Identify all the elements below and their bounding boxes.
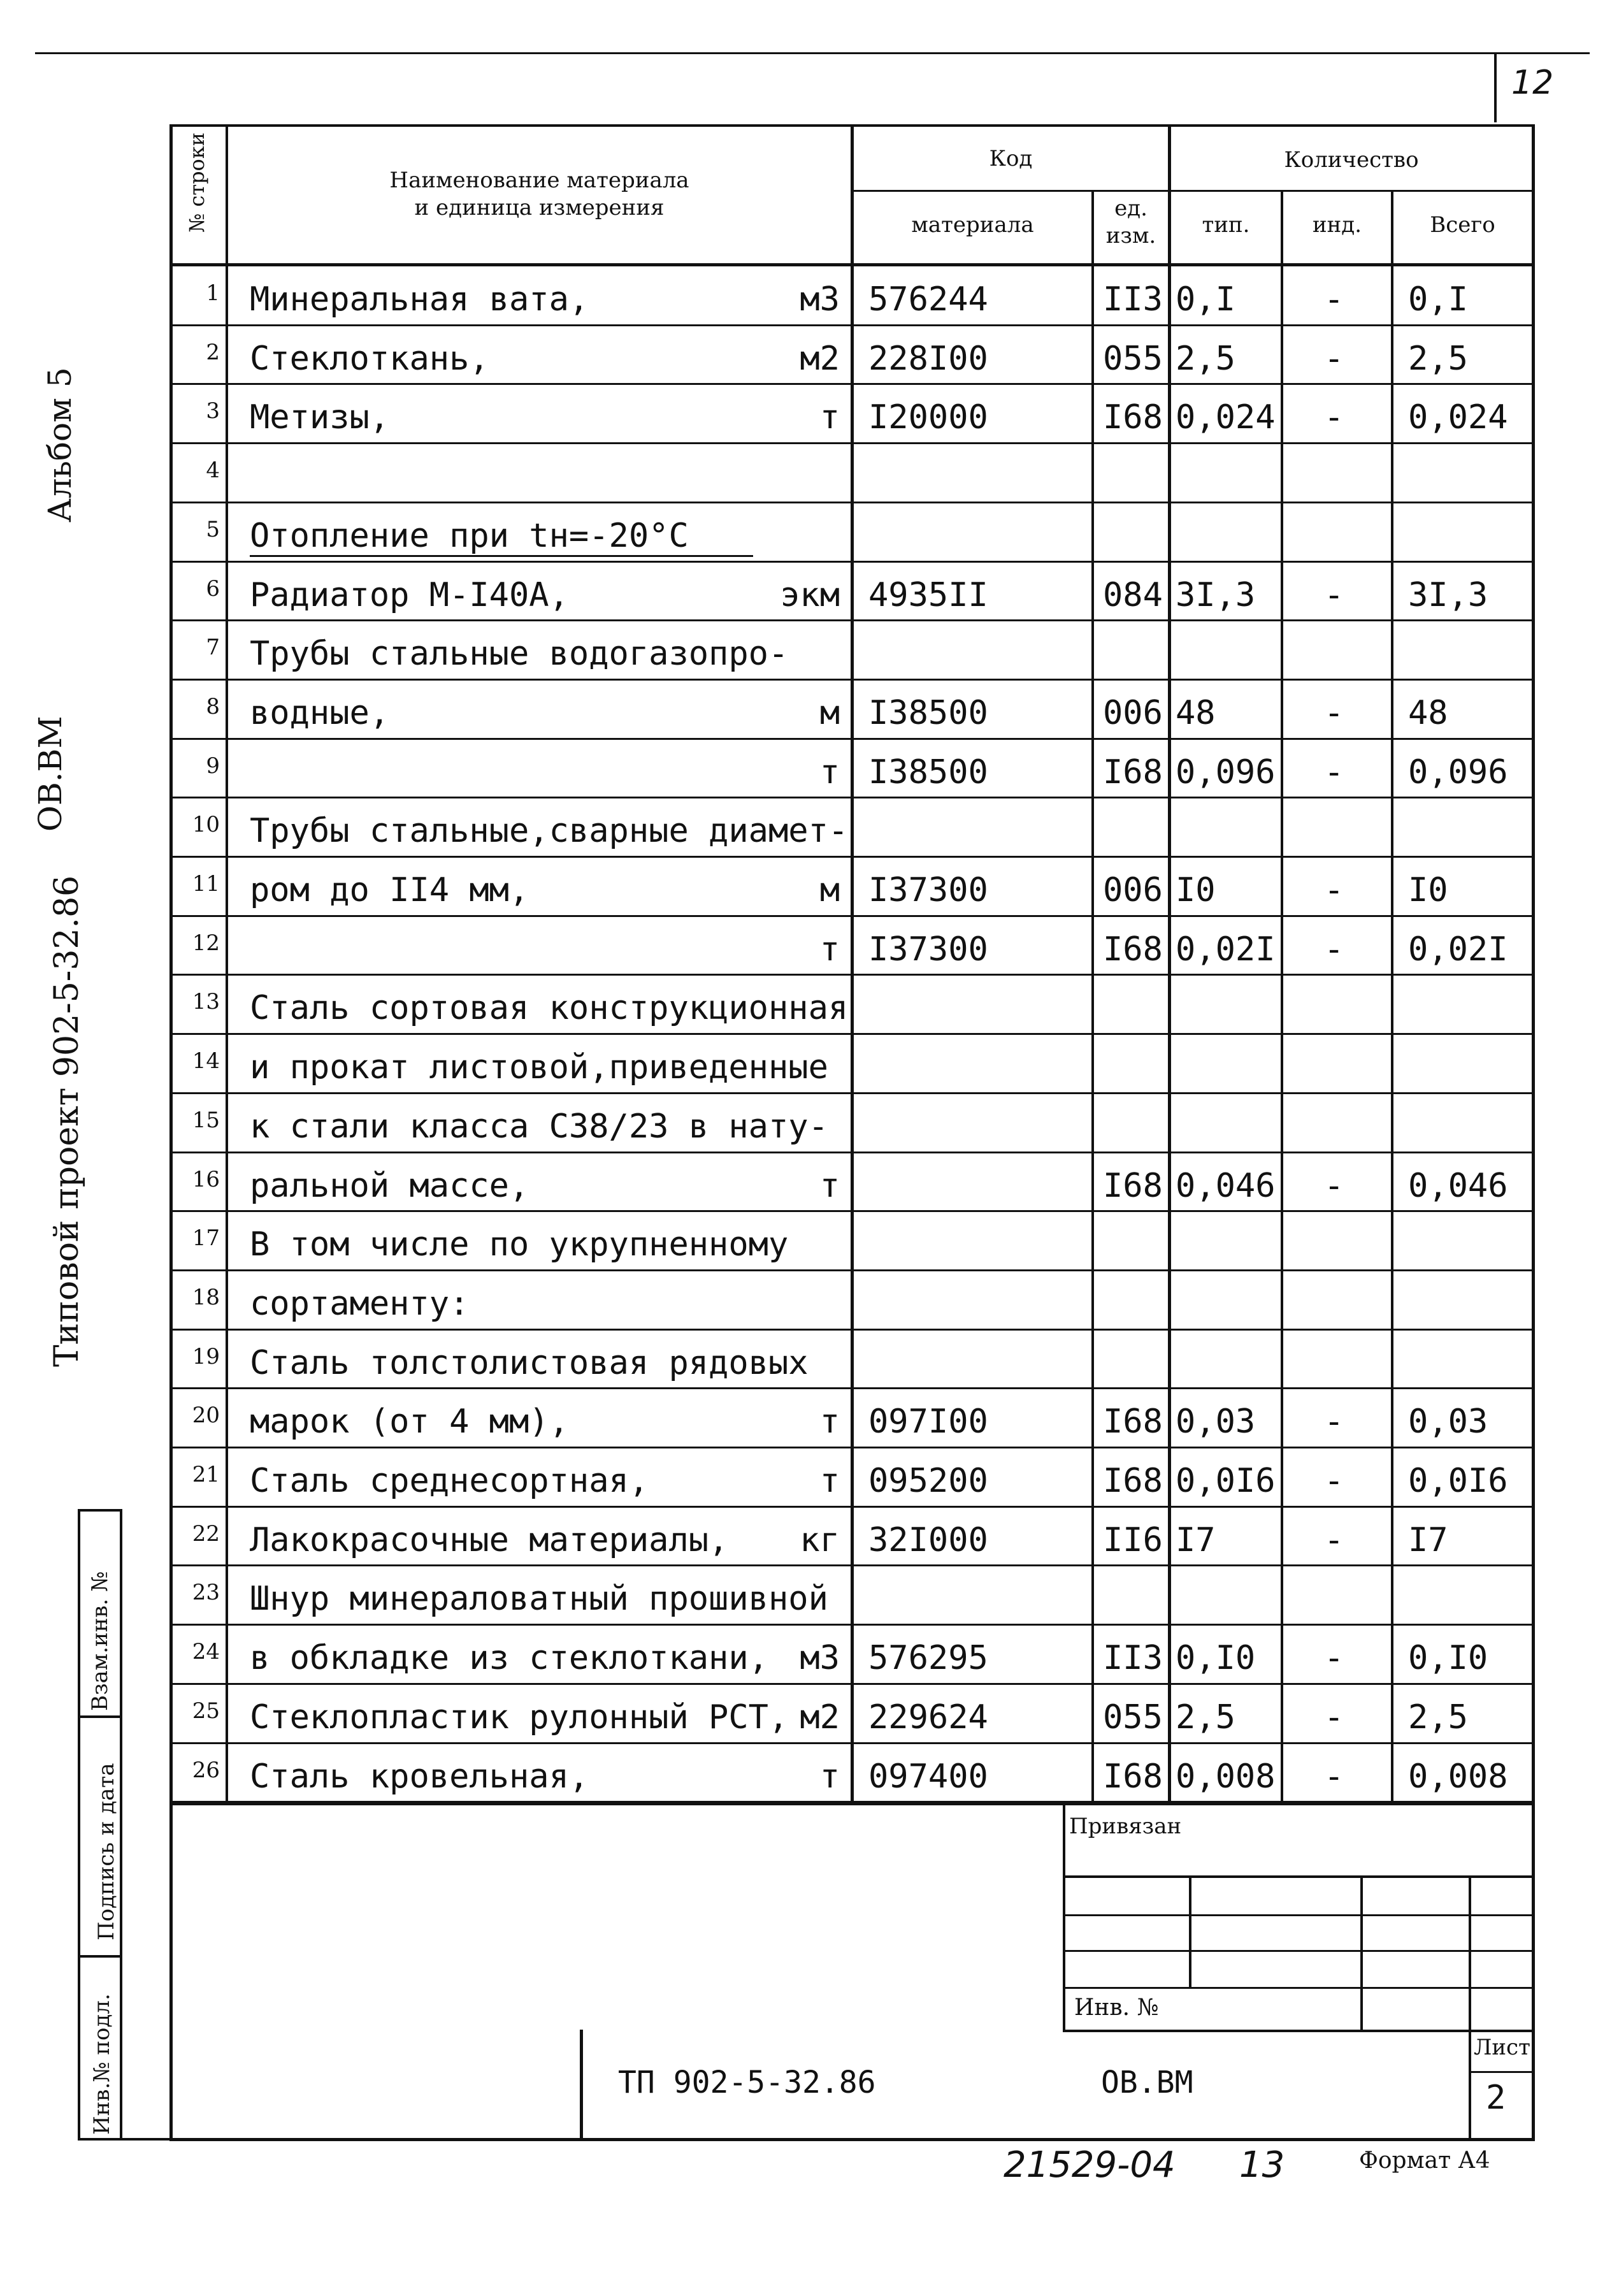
row-typ-qty: 0,008	[1176, 1757, 1276, 1796]
row-unit: экм	[780, 575, 840, 614]
privyazan-label: Привязан	[1069, 1814, 1182, 1839]
row-name: и прокат листовой,приведенные	[250, 1048, 828, 1087]
row-typ-qty: 2,5	[1176, 1698, 1235, 1736]
row-number: 19	[192, 1343, 220, 1369]
row-typ-qty: 0,096	[1176, 753, 1276, 791]
row-unit: м2	[800, 1698, 840, 1736]
row-ind-qty: -	[1324, 1462, 1344, 1500]
row-material-code: 576295	[868, 1639, 988, 1678]
row-number: 6	[206, 575, 220, 602]
row-typ-qty: I7	[1176, 1520, 1216, 1559]
row-number: 25	[192, 1698, 220, 1724]
row-name: Шнур минераловатный прошивной	[250, 1580, 828, 1619]
row-name: Минеральная вата,	[250, 280, 589, 319]
row-unit: т	[819, 398, 840, 437]
header-name: Наименование материала и единица измерения	[389, 168, 689, 220]
heating-title-underline	[250, 555, 753, 557]
row-total-qty: 0,024	[1408, 398, 1508, 437]
row-ind-qty: -	[1324, 1757, 1344, 1796]
row-unit-code: I68	[1103, 1757, 1163, 1796]
doc-designation: ТП 902-5-32.86	[618, 2065, 876, 2100]
row-ind-qty: -	[1324, 398, 1344, 437]
row-material-code: 097400	[868, 1757, 988, 1796]
row-typ-qty: 0,02I	[1176, 930, 1276, 969]
row-number: 4	[206, 458, 220, 484]
row-number: 24	[192, 1639, 220, 1665]
row-ind-qty: -	[1324, 280, 1344, 319]
row-number: 11	[192, 871, 220, 897]
row-unit: м3	[800, 280, 840, 319]
row-name: в обкладке из стеклоткани,	[250, 1639, 768, 1678]
row-unit-code: II6	[1103, 1520, 1163, 1559]
vzam-label: Взам.инв. №	[87, 1571, 113, 1711]
row-number: 14	[192, 1048, 220, 1074]
row-typ-qty: 48	[1176, 693, 1216, 732]
row-material-code: I38500	[868, 693, 988, 732]
row-name: водные,	[250, 693, 390, 732]
header-material: материала	[911, 212, 1034, 238]
row-typ-qty: 3I,3	[1176, 575, 1256, 614]
row-unit-code: 006	[1103, 871, 1163, 909]
row-unit-code: 055	[1103, 339, 1163, 378]
row-total-qty: 0,I0	[1408, 1639, 1488, 1678]
row-total-qty: 0,008	[1408, 1757, 1508, 1796]
row-number: 7	[206, 635, 220, 661]
row-total-qty: 3I,3	[1408, 575, 1488, 614]
row-name: Отопление при tн=-20°C	[250, 516, 689, 555]
podpis-label: Подпись и дата	[94, 1763, 119, 1940]
row-unit: м	[819, 871, 840, 909]
header-quantity: Количество	[1284, 147, 1419, 173]
row-number: 9	[206, 753, 220, 779]
sheet-number: 2	[1486, 2079, 1506, 2117]
row-material-code: 576244	[868, 280, 988, 319]
row-material-code: 32I000	[868, 1520, 988, 1559]
row-ind-qty: -	[1324, 1520, 1344, 1559]
row-total-qty: 0,03	[1408, 1403, 1488, 1441]
row-unit-code: I68	[1103, 1166, 1163, 1205]
row-unit-code: II3	[1103, 280, 1163, 319]
row-unit: т	[819, 1757, 840, 1796]
row-name: к стали класса С38/23 в нату-	[250, 1107, 828, 1146]
row-number: 3	[206, 398, 220, 424]
row-unit: т	[819, 1462, 840, 1500]
page-number: 12	[1511, 64, 1554, 102]
row-name: сортаменту:	[250, 1284, 470, 1323]
row-number: 10	[192, 812, 220, 838]
row-name: Радиатор М-I40А,	[250, 575, 569, 614]
row-ind-qty: -	[1324, 930, 1344, 969]
row-ind-qty: -	[1324, 1639, 1344, 1678]
row-unit-code: I68	[1103, 398, 1163, 437]
row-ind-qty: -	[1324, 753, 1344, 791]
row-typ-qty: 0,I0	[1176, 1639, 1256, 1678]
row-typ-qty: I0	[1176, 871, 1216, 909]
row-total-qty: 2,5	[1408, 339, 1468, 378]
archive-number: 21529-04	[1004, 2144, 1176, 2186]
row-typ-qty: 0,0I6	[1176, 1462, 1276, 1500]
row-ind-qty: -	[1324, 575, 1344, 614]
header-row-no: № строки	[185, 132, 209, 233]
row-typ-qty: 0,03	[1176, 1403, 1256, 1441]
row-number: 1	[206, 280, 220, 306]
row-ind-qty: -	[1324, 871, 1344, 909]
row-number: 23	[192, 1580, 220, 1606]
row-unit: т	[819, 753, 840, 791]
row-ind-qty: -	[1324, 339, 1344, 378]
row-number: 18	[192, 1284, 220, 1310]
row-name: Сталь толстолистовая рядовых	[250, 1343, 809, 1382]
row-total-qty: 0,096	[1408, 753, 1508, 791]
row-material-code: I37300	[868, 871, 988, 909]
row-unit: м	[819, 693, 840, 732]
top-rule	[35, 52, 1590, 54]
row-number: 20	[192, 1403, 220, 1429]
format-label: Формат А4	[1359, 2148, 1490, 2174]
row-material-code: I20000	[868, 398, 988, 437]
row-ind-qty: -	[1324, 693, 1344, 732]
header-code: Код	[989, 146, 1033, 171]
row-number: 5	[206, 516, 220, 542]
row-number: 13	[192, 989, 220, 1015]
row-unit: т	[819, 1166, 840, 1205]
row-unit: м2	[800, 339, 840, 378]
row-unit-code: I68	[1103, 1462, 1163, 1500]
doc-code: ОВ.ВМ	[1101, 2065, 1193, 2100]
row-name: Стеклопластик рулонный РСТ,	[250, 1698, 789, 1736]
row-unit: т	[819, 930, 840, 969]
row-total-qty: I0	[1408, 871, 1448, 909]
row-unit: кг	[800, 1520, 840, 1559]
page-number-frame	[1494, 52, 1497, 122]
row-unit: м3	[800, 1639, 840, 1678]
row-ind-qty: -	[1324, 1403, 1344, 1441]
header-unit: ед. изм.	[1105, 196, 1156, 249]
project-label: Типовой проект 902-5-32.86	[48, 875, 86, 1367]
row-total-qty: 0,02I	[1408, 930, 1508, 969]
row-unit-code: I68	[1103, 1403, 1163, 1441]
row-typ-qty: 0,I	[1176, 280, 1235, 319]
row-material-code: 097I00	[868, 1403, 988, 1441]
row-name: Сталь кровельная,	[250, 1757, 589, 1796]
row-unit-code: II3	[1103, 1639, 1163, 1678]
row-number: 22	[192, 1520, 220, 1547]
row-total-qty: 0,046	[1408, 1166, 1508, 1205]
row-name: Трубы стальные водогазопро-	[250, 635, 789, 674]
row-name: Метизы,	[250, 398, 390, 437]
header-total: Всего	[1430, 212, 1495, 238]
row-name: Трубы стальные,сварные диамет-	[250, 812, 849, 851]
row-total-qty: 48	[1408, 693, 1448, 732]
row-material-code: 229624	[868, 1698, 988, 1736]
row-name: Стеклоткань,	[250, 339, 489, 378]
row-unit-code: 084	[1103, 575, 1163, 614]
row-material-code: I37300	[868, 930, 988, 969]
row-number: 8	[206, 693, 220, 719]
row-number: 21	[192, 1462, 220, 1487]
row-unit-code: 055	[1103, 1698, 1163, 1736]
row-total-qty: 0,0I6	[1408, 1462, 1508, 1500]
header-ind: инд.	[1312, 212, 1362, 238]
row-total-qty: 2,5	[1408, 1698, 1468, 1736]
row-typ-qty: 2,5	[1176, 339, 1235, 378]
row-unit: т	[819, 1403, 840, 1441]
row-name: В том числе по укрупненному	[250, 1225, 789, 1264]
album-label: Альбом 5	[41, 367, 78, 523]
row-material-code: 228I00	[868, 339, 988, 378]
header-typ: тип.	[1202, 212, 1250, 238]
row-number: 2	[206, 339, 220, 365]
row-name: Лакокрасочные материалы,	[250, 1520, 729, 1559]
doc-code-side-label: ОВ.ВМ	[32, 716, 69, 832]
row-typ-qty: 0,046	[1176, 1166, 1276, 1205]
row-number: 15	[192, 1107, 220, 1133]
row-total-qty: 0,I	[1408, 280, 1468, 319]
row-number: 17	[192, 1225, 220, 1252]
inv-no-label: Инв. №	[1074, 1995, 1159, 2021]
row-unit-code: I68	[1103, 930, 1163, 969]
row-name: Сталь среднесортная,	[250, 1462, 649, 1500]
row-number: 16	[192, 1166, 220, 1192]
row-material-code: 095200	[868, 1462, 988, 1500]
row-number: 12	[192, 930, 220, 956]
row-unit-code: 006	[1103, 693, 1163, 732]
row-ind-qty: -	[1324, 1166, 1344, 1205]
row-number: 26	[192, 1757, 220, 1783]
row-material-code: I38500	[868, 753, 988, 791]
row-name: ром до II4 мм,	[250, 871, 529, 909]
row-unit-code: I68	[1103, 753, 1163, 791]
row-name: марок (от 4 мм),	[250, 1403, 569, 1441]
row-typ-qty: 0,024	[1176, 398, 1276, 437]
stamp-border	[78, 1509, 80, 2140]
inv-podl-label: Инв.№ подл.	[89, 1993, 115, 2135]
row-name: Сталь сортовая конструкционная	[250, 989, 849, 1028]
row-name: ральной массе,	[250, 1166, 529, 1205]
row-ind-qty: -	[1324, 1698, 1344, 1736]
row-material-code: 4935II	[868, 575, 988, 614]
row-total-qty: I7	[1408, 1520, 1448, 1559]
sheet-label: Лист	[1474, 2035, 1530, 2060]
footer-page-number: 13	[1239, 2144, 1285, 2186]
